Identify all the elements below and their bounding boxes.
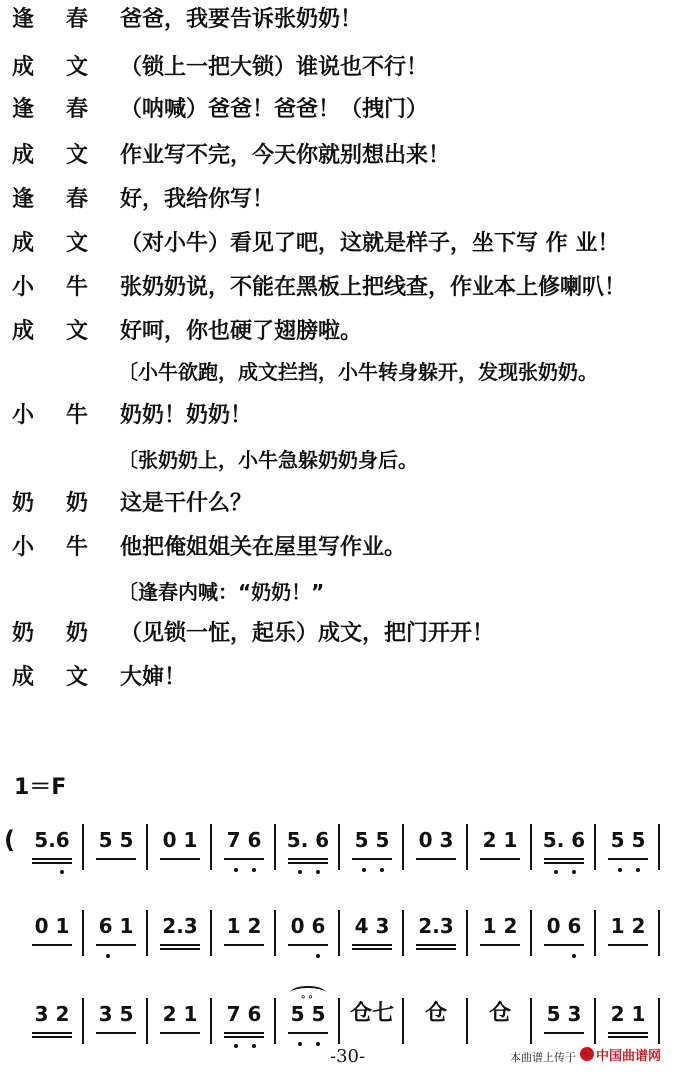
note-group [598, 996, 658, 1052]
duration-underline [288, 1032, 328, 1034]
octave-dot [316, 1042, 320, 1046]
note-text: 2 1 [610, 1002, 646, 1026]
dialogue-line [0, 180, 700, 220]
speech-text: 好，我给你写！ [120, 187, 275, 212]
barline [146, 910, 148, 956]
dialogue-line [0, 484, 700, 524]
barline [594, 824, 596, 870]
octave-dot [60, 870, 64, 874]
duration-underline [160, 948, 200, 950]
dialogue-line [0, 268, 700, 308]
speech-text: （呐喊）爸爸！爸爸！（拽门） [120, 97, 429, 122]
stage-direction-text: 〔小牛欲跑，成文拦挡，小牛转身躲开，发现张奶奶。 [118, 360, 598, 384]
percussion-syllable [342, 996, 402, 1052]
speech-text: （见锁一怔，起乐）成文，把门开开！ [120, 621, 495, 646]
speaker-char-2: 奶 [66, 491, 89, 516]
speech-text: （锁上一把大锁）谁说也不行！ [120, 55, 429, 80]
duration-underline [96, 944, 136, 946]
note-text: 2 1 [482, 828, 518, 852]
duration-underline [160, 858, 200, 860]
speaker-char-2: 文 [66, 665, 89, 690]
dialogue-line [0, 136, 700, 176]
octave-dot [106, 954, 110, 958]
note-text: 3 2 [34, 1002, 70, 1026]
note-text: 1 2 [610, 914, 646, 938]
duration-underline [416, 944, 456, 946]
duration-underline [608, 1032, 648, 1034]
barline [82, 824, 84, 870]
octave-dot [298, 1042, 302, 1046]
speaker-char-2: 文 [66, 231, 89, 256]
duration-underline [480, 944, 520, 946]
duration-underline [160, 944, 200, 946]
octave-dot [380, 868, 384, 872]
speaker-char-2: 奶 [66, 621, 89, 646]
note-group [470, 908, 530, 964]
note-text: 1 2 [226, 914, 262, 938]
duration-underline [352, 858, 392, 860]
note-text: 0 1 [162, 828, 198, 852]
speech-text: 爸爸，我要告诉张奶奶！ [120, 7, 363, 32]
octave-dot [572, 954, 576, 958]
note-text: 2.3 [418, 914, 454, 938]
octave-dot [572, 870, 576, 874]
dialogue-line [0, 224, 700, 264]
barline [466, 824, 468, 870]
barline [82, 998, 84, 1044]
stage-direction-text: 〔逢春内喊：“奶奶！” [118, 580, 325, 604]
octave-dot [298, 870, 302, 874]
duration-underline [416, 858, 456, 860]
barline [274, 910, 276, 956]
note-group [150, 822, 210, 878]
note-group [278, 908, 338, 964]
speaker-char-2: 牛 [66, 275, 89, 300]
note-text: 5 5 [610, 828, 646, 852]
duration-underline [160, 1032, 200, 1034]
speaker-char-1: 奶 [12, 491, 35, 516]
speaker-char-1: 逢 [12, 7, 35, 32]
site-logo-text [596, 1045, 661, 1064]
stage-direction-text: 〔张奶奶上，小牛急躲奶奶身后。 [118, 448, 418, 472]
octave-dot [316, 870, 320, 874]
note-text: 0 6 [290, 914, 326, 938]
octave-dot [554, 870, 558, 874]
speaker-char-2: 春 [66, 97, 89, 122]
duration-underline [544, 862, 584, 864]
note-text: 5. 6 [286, 828, 330, 852]
stage-direction [0, 440, 700, 480]
note-group [214, 908, 274, 964]
speaker-char-2: 文 [66, 143, 89, 168]
note-text: 5 5 [354, 828, 390, 852]
barline [210, 998, 212, 1044]
duration-underline [96, 858, 136, 860]
duration-underline [32, 1032, 72, 1034]
note-group [278, 992, 338, 1052]
note-group [150, 996, 210, 1052]
dialogue-line [0, 48, 700, 88]
stage-direction [0, 352, 700, 392]
speech-text: 作业写不完，今天你就别想出来！ [120, 143, 451, 168]
speaker-char-2: 文 [66, 319, 89, 344]
barline [210, 824, 212, 870]
upload-note: 本曲谱上传于 [510, 1051, 576, 1064]
octave-dot [252, 1044, 256, 1048]
octave-dot [362, 868, 366, 872]
duration-underline [608, 1036, 648, 1038]
speaker-char-1: 小 [12, 403, 35, 428]
barline [530, 910, 532, 956]
page-number: -30- [330, 1046, 366, 1067]
barline [274, 824, 276, 870]
duration-underline [224, 858, 264, 860]
duration-underline [288, 858, 328, 860]
note-group [470, 822, 530, 878]
note-group [22, 908, 82, 964]
octave-dot [234, 868, 238, 872]
barline [402, 824, 404, 870]
note-group [598, 908, 658, 964]
octave-dot [636, 868, 640, 872]
speaker-char-1: 小 [12, 535, 35, 560]
barline [594, 910, 596, 956]
barline [466, 910, 468, 956]
note-text: 仓 [488, 1001, 511, 1026]
note-text: 5 3 [546, 1002, 582, 1026]
stage-direction [0, 572, 700, 612]
note-group [534, 822, 594, 878]
note-text: 5 5 [98, 828, 134, 852]
barline [274, 998, 276, 1044]
speech-text: 这是干什么？ [120, 491, 253, 516]
barline [146, 824, 148, 870]
duration-underline [288, 944, 328, 946]
speaker-char-1: 成 [12, 55, 35, 80]
note-text: 0 3 [418, 828, 454, 852]
barline [210, 910, 212, 956]
speech-text: 奶奶！奶奶！ [120, 403, 253, 428]
note-text: 2 1 [162, 1002, 198, 1026]
note-text: 5. 6 [542, 828, 586, 852]
dialogue-line [0, 614, 700, 654]
duration-underline [288, 862, 328, 864]
duration-underline [544, 1032, 584, 1034]
note-group [598, 822, 658, 878]
speaker-char-1: 奶 [12, 621, 35, 646]
barline [530, 998, 532, 1044]
note-group [406, 908, 466, 964]
dialogue-line [0, 0, 700, 40]
note-group [86, 996, 146, 1052]
octave-dot [316, 954, 320, 958]
note-group [214, 822, 274, 878]
dialogue-line [0, 312, 700, 352]
duration-underline [32, 1036, 72, 1038]
speaker-char-2: 春 [66, 7, 89, 32]
barline [594, 998, 596, 1044]
barline [338, 998, 340, 1044]
note-group [150, 908, 210, 964]
speaker-char-2: 文 [66, 55, 89, 80]
score-row [0, 822, 700, 878]
note-group [406, 822, 466, 878]
note-group [214, 996, 274, 1052]
barline [82, 910, 84, 956]
open-paren: ( [4, 826, 15, 854]
barline [658, 998, 660, 1044]
duration-underline [608, 858, 648, 860]
note-text: 1 2 [482, 914, 518, 938]
percussion-syllable [406, 996, 466, 1052]
note-text: 0 1 [34, 914, 70, 938]
barline [338, 824, 340, 870]
barline [658, 910, 660, 956]
duration-underline [96, 1032, 136, 1034]
speaker-char-1: 逢 [12, 187, 35, 212]
duration-underline [480, 858, 520, 860]
note-text: 5.6 [34, 828, 70, 852]
note-text: 4 3 [354, 914, 390, 938]
duration-underline [224, 1032, 264, 1034]
note-text: 2.3 [162, 914, 198, 938]
note-group [534, 996, 594, 1052]
note-group [86, 908, 146, 964]
key-signature: 1＝F [14, 775, 67, 800]
note-group [22, 822, 82, 878]
score-row [0, 992, 700, 1052]
duration-underline [352, 948, 392, 950]
duration-underline [32, 944, 72, 946]
speaker-char-2: 牛 [66, 535, 89, 560]
note-group [342, 822, 402, 878]
barline [530, 824, 532, 870]
note-text: 仓 [424, 1001, 447, 1026]
dialogue-line [0, 90, 700, 130]
note-text: 3 5 [98, 1002, 134, 1026]
note-group [22, 996, 82, 1052]
note-group [86, 822, 146, 878]
note-text: 仓七 [349, 1001, 394, 1026]
duration-underline [224, 1036, 264, 1038]
speaker-char-1: 成 [12, 231, 35, 256]
speaker-char-1: 成 [12, 665, 35, 690]
percussion-syllable [470, 996, 530, 1052]
duration-underline [544, 858, 584, 860]
speaker-char-1: 成 [12, 143, 35, 168]
note-text: 7 6 [226, 828, 262, 852]
dialogue-line [0, 396, 700, 436]
barline [338, 910, 340, 956]
note-group [278, 822, 338, 878]
note-text: 0 6 [546, 914, 582, 938]
note-text: 7 6 [226, 1002, 262, 1026]
duration-underline [416, 948, 456, 950]
dialogue-line [0, 528, 700, 568]
duration-underline [352, 944, 392, 946]
octave-dot [252, 868, 256, 872]
speaker-char-1: 小 [12, 275, 35, 300]
speech-text: 他把俺姐姐关在屋里写作业。 [120, 535, 407, 560]
duration-underline [32, 862, 72, 864]
speech-text: 张奶奶说，不能在黑板上把线查，作业本上修喇叭！ [120, 275, 627, 300]
duration-underline [544, 944, 584, 946]
octave-dot [618, 868, 622, 872]
barline [658, 824, 660, 870]
note-text: 5 5 [290, 1002, 326, 1026]
duration-underline [224, 944, 264, 946]
barline [402, 910, 404, 956]
site-logo-icon [580, 1047, 594, 1061]
duration-underline [608, 944, 648, 946]
barline [146, 998, 148, 1044]
dialogue-line [0, 658, 700, 698]
speech-text: 好呵，你也硬了翅膀啦。 [120, 319, 363, 344]
site-logo-name: 中国曲谱网 [596, 1049, 662, 1064]
duration-underline [32, 858, 72, 860]
note-group [342, 908, 402, 964]
score-row [0, 908, 700, 964]
fermata-dots: ∘∘ [300, 992, 315, 1003]
octave-dot [234, 1044, 238, 1048]
speaker-char-1: 成 [12, 319, 35, 344]
barline [466, 998, 468, 1044]
speech-text: 大婶！ [120, 665, 187, 690]
speaker-char-1: 逢 [12, 97, 35, 122]
note-text: 6 1 [98, 914, 134, 938]
speech-text: （对小牛）看见了吧，这就是样子，坐下写 作 业！ [120, 231, 620, 256]
barline [402, 998, 404, 1044]
note-group [534, 908, 594, 964]
speaker-char-2: 春 [66, 187, 89, 212]
speaker-char-2: 牛 [66, 403, 89, 428]
